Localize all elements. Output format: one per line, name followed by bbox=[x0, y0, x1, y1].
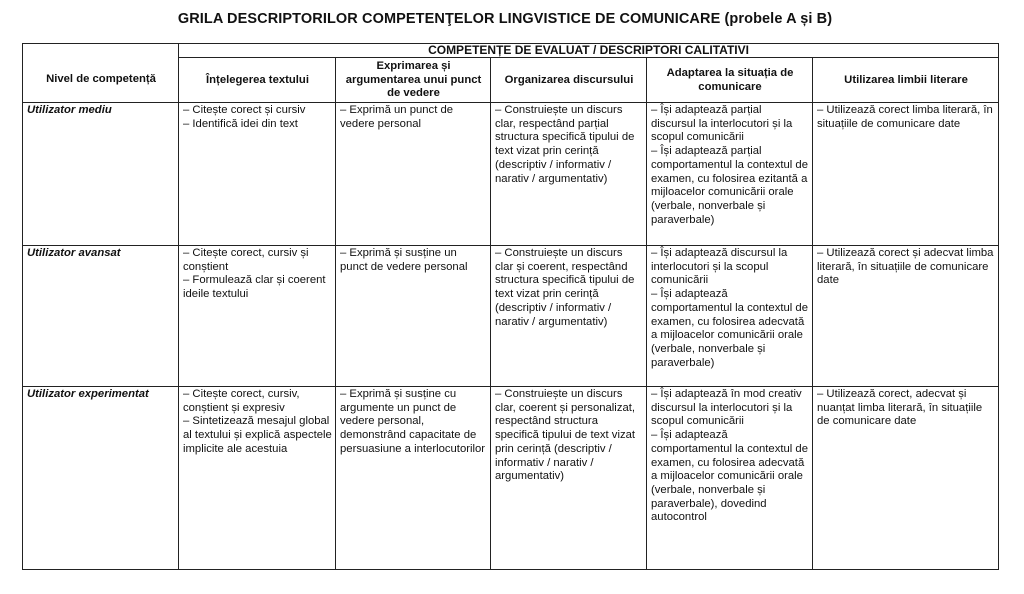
column-header: Organizarea discursului bbox=[491, 58, 647, 103]
descriptor-cell bbox=[491, 246, 647, 387]
descriptor-line: – Își adaptează în mod creativ discursul la interlocutori și la scopul comunicării bbox=[651, 388, 802, 428]
column-header: Înțelegerea textului bbox=[179, 58, 336, 103]
descriptor-cell bbox=[647, 103, 813, 246]
descriptor-cell bbox=[336, 387, 491, 570]
level-cell: Utilizator experimentat bbox=[23, 387, 179, 570]
descriptor-line: – Își adaptează comportamentul la contextul de examen, cu folosirea adecvată a mijloacelor comunicării orale (verbale, nonverbale și paraverbale) bbox=[651, 288, 808, 369]
descriptor-line: – Își adaptează discursul la interlocutori și la scopul comunicării bbox=[651, 247, 788, 287]
column-header: Utilizarea limbii literare bbox=[813, 58, 999, 103]
descriptor-line: – Identifică idei din text bbox=[183, 117, 298, 130]
column-header: Nivel de competență bbox=[23, 58, 179, 103]
column-header: Adaptarea la situația de comunicare bbox=[647, 58, 813, 103]
descriptor-cell bbox=[336, 103, 491, 246]
descriptor-line: – Construiește un discurs clar și coerent, respectând structura specifică tipului de text vizat prin cerință (descriptiv / informativ / narativ / argumentativ) bbox=[495, 247, 635, 328]
descriptor-cell bbox=[813, 246, 999, 387]
descriptor-line: – Citește corect, cursiv și conștient bbox=[183, 247, 309, 273]
descriptor-cell bbox=[179, 387, 336, 570]
table-row bbox=[23, 246, 999, 387]
descriptor-line: – Citește corect, cursiv, conștient și expresiv bbox=[183, 388, 300, 414]
descriptor-line: – Utilizează corect, adecvat și nuanțat limba literară, în situațiile de comunicare date bbox=[817, 388, 983, 428]
group-header-row bbox=[23, 44, 999, 58]
header-spacer bbox=[23, 44, 179, 58]
descriptor-line: – Utilizează corect și adecvat limba literară, în situațiile de comunicare date bbox=[817, 247, 994, 287]
descriptor-line: – Își adaptează parțial comportamentul la contextul de examen, cu folosirea ezitantă a mijloacelor comunicării orale (verbale, nonverbale și paraverbale) bbox=[651, 145, 808, 226]
descriptor-line: – Citește corect și cursiv bbox=[183, 104, 306, 116]
group-header: COMPETENȚE DE EVALUAT / DESCRIPTORI CALITATIVI bbox=[179, 44, 999, 58]
descriptor-cell bbox=[647, 387, 813, 570]
descriptor-line: – Formulează clar și coerent ideile textului bbox=[183, 274, 326, 301]
descriptor-line: – Utilizează corect limba literară, în situațiile de comunicare date bbox=[817, 104, 993, 130]
descriptor-cell bbox=[336, 246, 491, 387]
level-cell: Utilizator mediu bbox=[23, 103, 179, 246]
descriptor-line: – Exprimă și susține un punct de vedere personal bbox=[340, 247, 468, 273]
descriptor-cell bbox=[179, 246, 336, 387]
descriptor-cell bbox=[491, 387, 647, 570]
descriptor-cell bbox=[491, 103, 647, 246]
descriptor-grid-table bbox=[22, 43, 999, 570]
descriptor-line: – Sintetizează mesajul global al textului și explică aspectele implicite ale acestuia bbox=[183, 415, 332, 455]
descriptor-line: – Exprimă și susține cu argumente un punct de vedere personal, demonstrând capacitate de persuasiune a interlocutorilor bbox=[340, 388, 486, 455]
page-title: GRILA DESCRIPTORILOR COMPETENŢELOR LINGVISTICE DE COMUNICARE (probele A și B) bbox=[177, 11, 833, 27]
column-header-row bbox=[23, 58, 999, 103]
descriptor-cell bbox=[813, 387, 999, 570]
descriptor-line: – Construiește un discurs clar, coerent și personalizat, respectând structura specifică tipului de text vizat prin cerință (descriptiv / informativ / narativ / argumentativ) bbox=[495, 388, 636, 483]
descriptor-line: – Exprimă un punct de vedere personal bbox=[340, 104, 454, 130]
table-row bbox=[23, 103, 999, 246]
table-row bbox=[23, 387, 999, 570]
descriptor-cell bbox=[647, 246, 813, 387]
column-header: Exprimarea și argumentarea unui punct de vedere bbox=[336, 58, 491, 103]
descriptor-cell bbox=[813, 103, 999, 246]
level-cell: Utilizator avansat bbox=[23, 246, 179, 387]
descriptor-line: – Își adaptează parțial discursul la interlocutori și la scopul comunicării bbox=[651, 104, 793, 144]
descriptor-cell bbox=[179, 103, 336, 246]
descriptor-line: – Își adaptează comportamentul la contextul de examen, cu folosirea adecvată a mijloacelor comunicării orale (verbale, nonverbale și paraverbale), dovedind autocontrol bbox=[651, 429, 808, 524]
descriptor-line: – Construiește un discurs clar, respectând parțial structura specifică tipului de text vizat prin cerință (descriptiv / informativ / narativ / argumentativ) bbox=[495, 104, 635, 185]
